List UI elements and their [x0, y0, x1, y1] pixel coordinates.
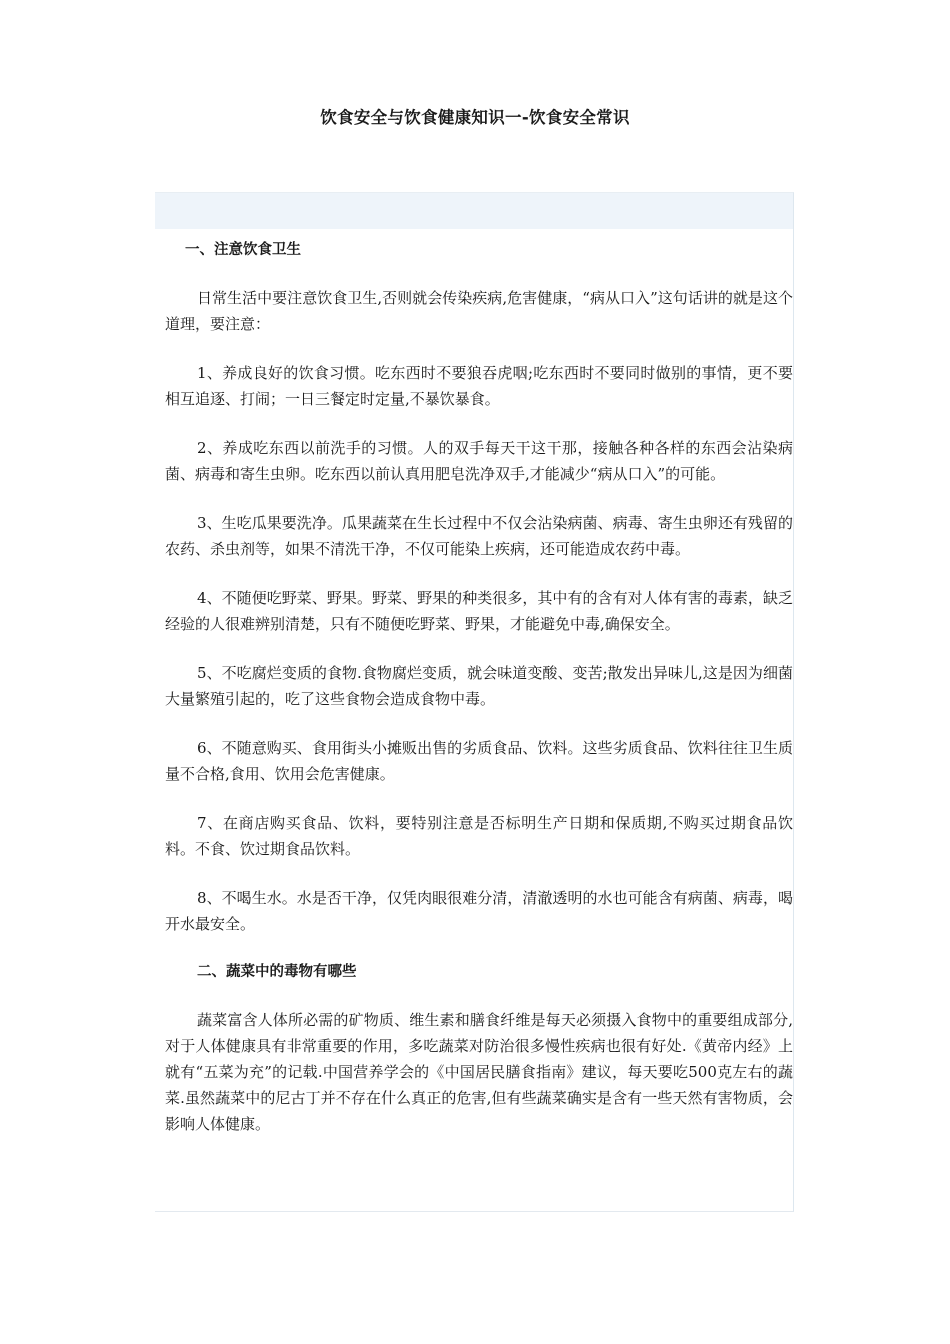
paragraph-item-7: 7、在商店购买食品、饮料，要特别注意是否标明生产日期和保质期,不购买过期食品饮料。不食、饮过期食品饮料。: [165, 814, 793, 858]
article-body: [165, 237, 793, 1137]
article-header-band: [155, 193, 793, 229]
section-heading-hygiene: 一、注意饮食卫生: [185, 242, 301, 258]
paragraph-item-3: 3、生吃瓜果要洗净。瓜果蔬菜在生长过程中不仅会沾染病菌、病毒、寄生虫卵还有残留的农药、杀虫剂等，如果不清洗干净，不仅可能染上疾病，还可能造成农药中毒。: [165, 514, 793, 558]
paragraph-item-6: 6、不随意购买、食用街头小摊贩出售的劣质食品、饮料。这些劣质食品、饮料往往卫生质量不合格,食用、饮用会危害健康。: [165, 739, 793, 783]
article-frame: [155, 192, 794, 1212]
document-title: 饮食安全与饮食健康知识一-饮食安全常识: [320, 108, 630, 127]
section-heading-vegetables: 二、蔬菜中的毒物有哪些: [197, 964, 357, 980]
paragraph-item-2: 2、养成吃东西以前洗手的习惯。人的双手每天干这干那，接触各种各样的东西会沾染病菌、病毒和寄生虫卵。吃东西以前认真用肥皂洗净双手,才能减少“病从口入”的可能。: [165, 439, 793, 483]
paragraph-item-8: 8、不喝生水。水是否干净，仅凭肉眼很难分清，清澈透明的水也可能含有病菌、病毒，喝开水最安全。: [165, 889, 793, 933]
paragraph-vegetables: 蔬菜富含人体所必需的矿物质、维生素和膳食纤维是每天必须摄入食物中的重要组成部分,对于人体健康具有非常重要的作用，多吃蔬菜对防治很多慢性疾病也很有好处.《黄帝内经》上就有“五菜为充”的记载.中国营养学会的《中国居民膳食指南》建议，每天要吃500克左右的蔬菜.虽然蔬菜中的尼古丁并不存在什么真正的危害,但有些蔬菜确实是含有一些天然有害物质，会影响人体健康。: [165, 1011, 793, 1133]
paragraph-item-5: 5、不吃腐烂变质的食物.食物腐烂变质，就会味道变酸、变苦;散发出异味儿,这是因为细菌大量繁殖引起的，吃了这些食物会造成食物中毒。: [165, 664, 793, 708]
paragraph-item-4: 4、不随便吃野菜、野果。野菜、野果的种类很多，其中有的含有对人体有害的毒素，缺乏经验的人很难辨别清楚，只有不随便吃野菜、野果，才能避免中毒,确保安全。: [165, 589, 793, 633]
paragraph-intro: 日常生活中要注意饮食卫生,否则就会传染疾病,危害健康，“病从口入”这句话讲的就是这个道理，要注意：: [165, 289, 793, 333]
paragraph-item-1: 1、养成良好的饮食习惯。吃东西时不要狼吞虎咽;吃东西时不要同时做别的事情，更不要相互追逐、打闹；一日三餐定时定量,不暴饮暴食。: [165, 364, 793, 408]
